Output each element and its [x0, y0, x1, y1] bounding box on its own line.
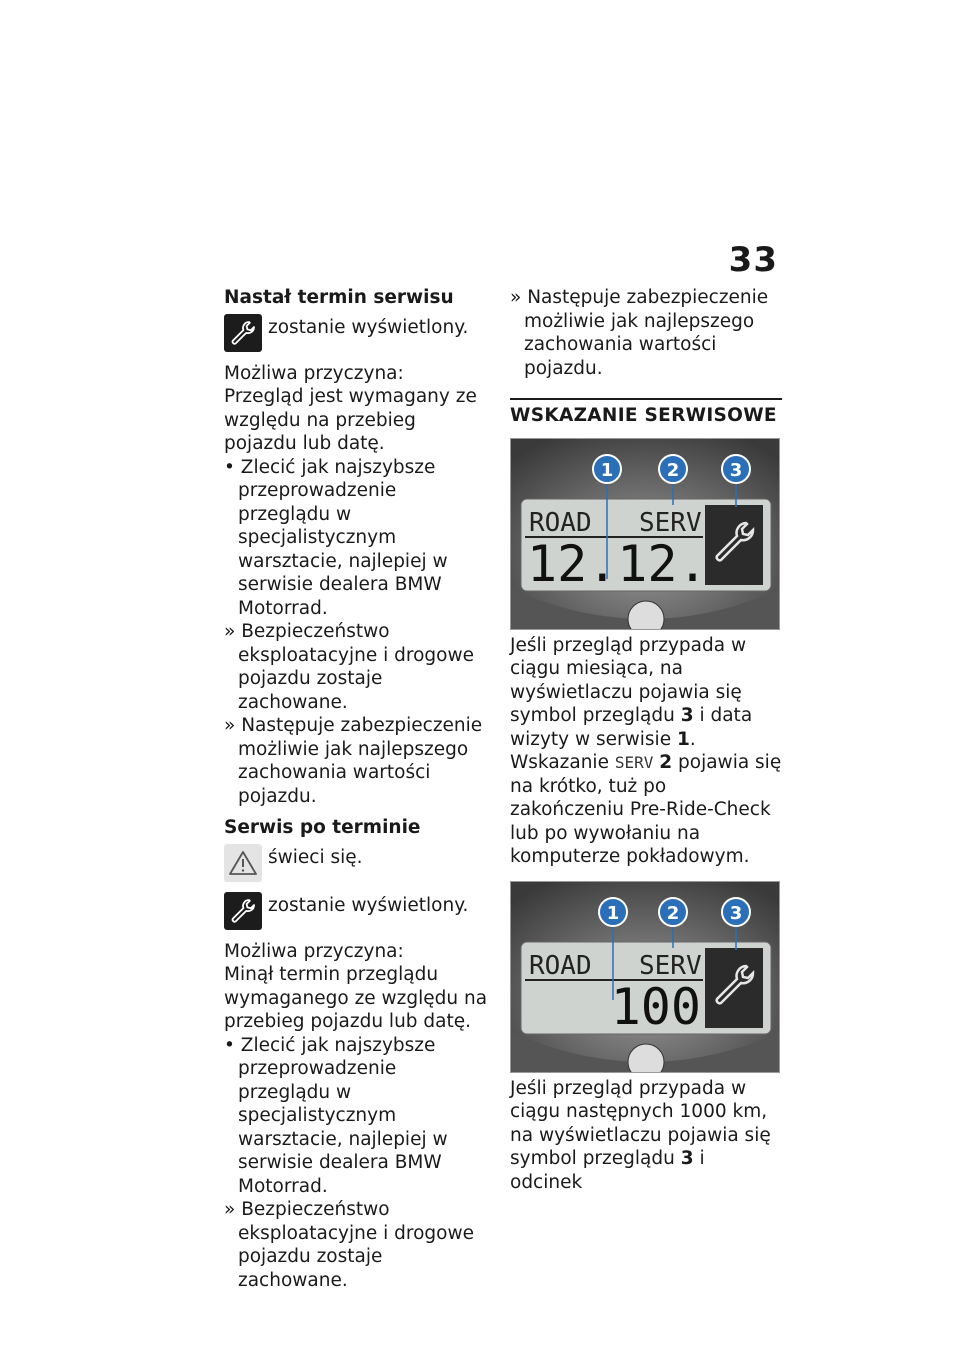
cause-label: Możliwa przyczyna: [224, 940, 404, 962]
result-item: » Bezpieczeństwo eksploatacyjne i drogowe pojazdu zostaje zachowane. [224, 621, 474, 713]
display-figure-distance [510, 881, 780, 1073]
lcd-label-serv: SERV [639, 507, 702, 538]
action-bullet: • Zlecić jak najszybsze przeprowadzenie przeglądu w specjalistycznym warsztacie, najlepiej w serwisie dealera BMW Motorrad. [224, 1034, 448, 1197]
callout-1: 1 [606, 902, 620, 924]
warning-indicator-text: świeci się. [268, 846, 363, 868]
result-item: » Następuje zabezpieczenie możliwie jak najlepszego zachowania wartości pojazdu. [224, 715, 483, 807]
display-figure-date [510, 438, 780, 630]
wrench-indicator-text: zostanie wyświetlony. [268, 894, 469, 916]
right-column [510, 286, 782, 1194]
paragraph-distance-indication: Jeśli przegląd przypada w ciągu następnych 1000 km, na wyświetlaczu pojawia się symbol przeglądu 3 i odcinek [510, 1077, 771, 1193]
warning-triangle-icon [224, 844, 262, 882]
lcd-label-serv: SERV [639, 950, 702, 981]
heading-service-due: Nastał termin serwisu [224, 287, 454, 308]
callout-2: 2 [666, 459, 680, 481]
heading-service-overdue: Serwis po terminie [224, 817, 421, 838]
left-column [224, 286, 494, 1292]
result-item: » Bezpieczeństwo eksploatacyjne i drogowe pojazdu zostaje zachowane. [224, 1199, 474, 1291]
action-bullet: • Zlecić jak najszybsze przeprowadzenie przeglądu w specjalistycznym warsztacie, najlepiej w serwisie dealera BMW Motorrad. [224, 456, 448, 619]
cause-text: Minął termin przeglądu wymaganego ze względu na przebieg pojazdu lub datę. [224, 964, 488, 1032]
wrench-indicator-text: zostanie wyświetlony. [268, 316, 469, 338]
wrench-icon [224, 892, 262, 930]
lcd-label-road: ROAD [529, 950, 592, 981]
lcd-value-distance: 100 [610, 977, 701, 1036]
lcd-value-date: 12.12. [527, 534, 708, 593]
lcd-label-road: ROAD [529, 507, 592, 538]
cause-label: Możliwa przyczyna: [224, 362, 404, 384]
callout-2: 2 [666, 902, 680, 924]
callout-3: 3 [729, 902, 743, 924]
wrench-icon [224, 314, 262, 352]
section-title: WSKAZANIE SERWISOWE [510, 398, 782, 428]
paragraph-date-indication: Jeśli przegląd przypada w ciągu miesiąca, na wyświetlaczu pojawia się symbol przeglądu 3 i data wizyty w serwisie 1. Wskazanie SERV 2 pojawia się na krótko, tuż po zakończeniu Pre-Ride-Check lub po wywołaniu na komputerze pokładowym. [510, 634, 782, 867]
page-number: 33 [728, 240, 778, 280]
callout-1: 1 [600, 459, 614, 481]
cause-text: Przegląd jest wymagany ze względu na przebieg pojazdu lub datę. [224, 386, 477, 454]
warning-indicator-row [224, 844, 494, 882]
wrench-indicator-row [224, 314, 494, 352]
wrench-indicator-row [224, 892, 494, 930]
result-item: » Następuje zabezpieczenie możliwie jak najlepszego zachowania wartości pojazdu. [510, 287, 769, 379]
callout-3: 3 [729, 459, 743, 481]
